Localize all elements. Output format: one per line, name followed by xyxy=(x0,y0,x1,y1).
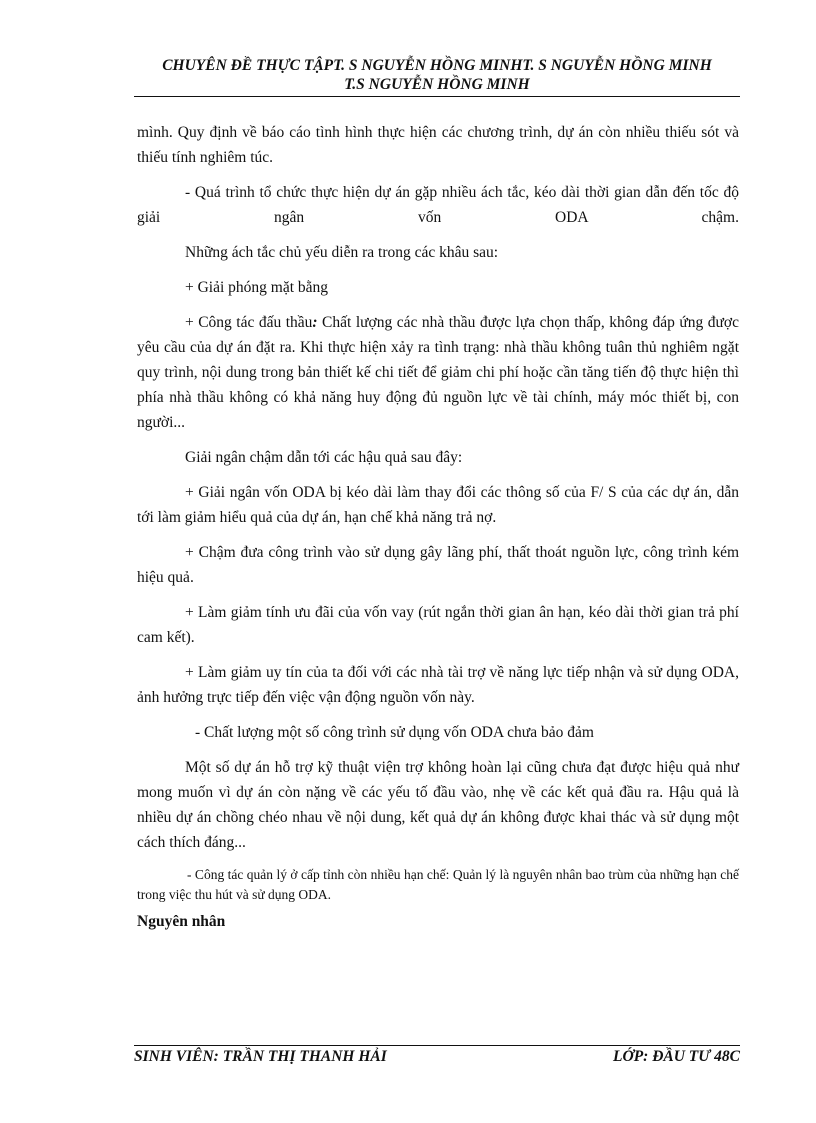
paragraph-5 xyxy=(137,310,739,435)
document-body xyxy=(137,120,739,933)
paragraph-11: - Chất lượng một số công trình sử dụng vốn ODA chưa bảo đảm xyxy=(195,724,594,741)
paragraph-8: + Chậm đưa công trình vào sử dụng gây lãng phí, thất thoát nguồn lực, công trình kém hiệu quả. xyxy=(137,544,739,586)
paragraph-5-rest: Chất lượng các nhà thầu được lựa chọn thấp, không đáp ứng được yêu cầu của dự án đặt ra. Khi thực hiện xảy ra tình trạng: nhà thầu không tuân thủ nghiêm ngặt quy trình, nội dung trong bản thiết kế chi tiết để giảm chi phí hoặc cần tăng tiến độ thực hiện thì phía nhà thầu không có khả năng huy động đủ nguồn lực về tài chính, máy móc thiết bị, con người... xyxy=(137,314,739,431)
paragraph-6: Giải ngân chậm dẫn tới các hậu quả sau đây: xyxy=(185,449,463,466)
paragraph-12: Một số dự án hỗ trợ kỹ thuật viện trợ không hoàn lại cũng chưa đạt được hiệu quả như mong muốn vì dự án còn nặng về các yếu tố đầu vào, nhẹ về các kết quả đầu ra. Hậu quả là nhiều dự án chồng chéo nhau về nội dung, kết quả dự án không được khai thác và sử dụng một cách thích đáng... xyxy=(137,759,739,851)
paragraph-5-lead: + Công tác đấu thầu xyxy=(185,314,313,331)
paragraph-3: Những ách tắc chủ yếu diễn ra trong các khâu sau: xyxy=(185,244,499,261)
paragraph-4: + Giải phóng mặt bằng xyxy=(185,279,329,296)
footer-class: LỚP: ĐẦU TƯ 48C xyxy=(613,1048,740,1065)
page-header xyxy=(134,56,740,94)
paragraph-9: + Làm giảm tính ưu đãi của vốn vay (rút ngắn thời gian ân hạn, kéo dài thời gian trả phí cam kết). xyxy=(137,604,739,646)
footer-divider xyxy=(134,1045,740,1046)
paragraph-2: - Quá trình tổ chức thực hiện dự án gặp nhiều ách tắc, kéo dài thời gian dẫn đến tốc độ giải ngân vốn ODA chậm. xyxy=(137,184,739,226)
page-footer xyxy=(134,1047,740,1067)
header-line-1: CHUYÊN ĐỀ THỰC TẬPT. S NGUYỄN HỒNG MINHT. S NGUYỄN HỒNG MINH xyxy=(162,57,712,74)
paragraph-7: + Giải ngân vốn ODA bị kéo dài làm thay đổi các thông số của F/ S của các dự án, dẫn tới làm giảm hiểu quả của dự án, hạn chế khả năng trả nợ. xyxy=(137,484,739,526)
footer-student: SINH VIÊN: TRẦN THỊ THANH HẢI xyxy=(134,1048,387,1065)
paragraph-13: - Công tác quản lý ở cấp tỉnh còn nhiều hạn chế: Quản lý là nguyên nhân bao trùm của những hạn chế trong việc thu hút và sử dụng ODA. xyxy=(137,867,739,902)
section-heading: Nguyên nhân xyxy=(137,913,226,930)
paragraph-1: mình. Quy định về báo cáo tình hình thực hiện các chương trình, dự án còn nhiều thiếu sót và thiếu tính nghiêm túc. xyxy=(137,124,739,166)
header-divider xyxy=(134,96,740,97)
header-line-2: T.S NGUYỄN HỒNG MINH xyxy=(344,76,530,93)
paragraph-10: + Làm giảm uy tín của ta đối với các nhà tài trợ về năng lực tiếp nhận và sử dụng ODA, ảnh hưởng trực tiếp đến việc vận động nguồn vốn này. xyxy=(137,664,739,706)
paragraph-5-colon: : xyxy=(312,314,318,331)
